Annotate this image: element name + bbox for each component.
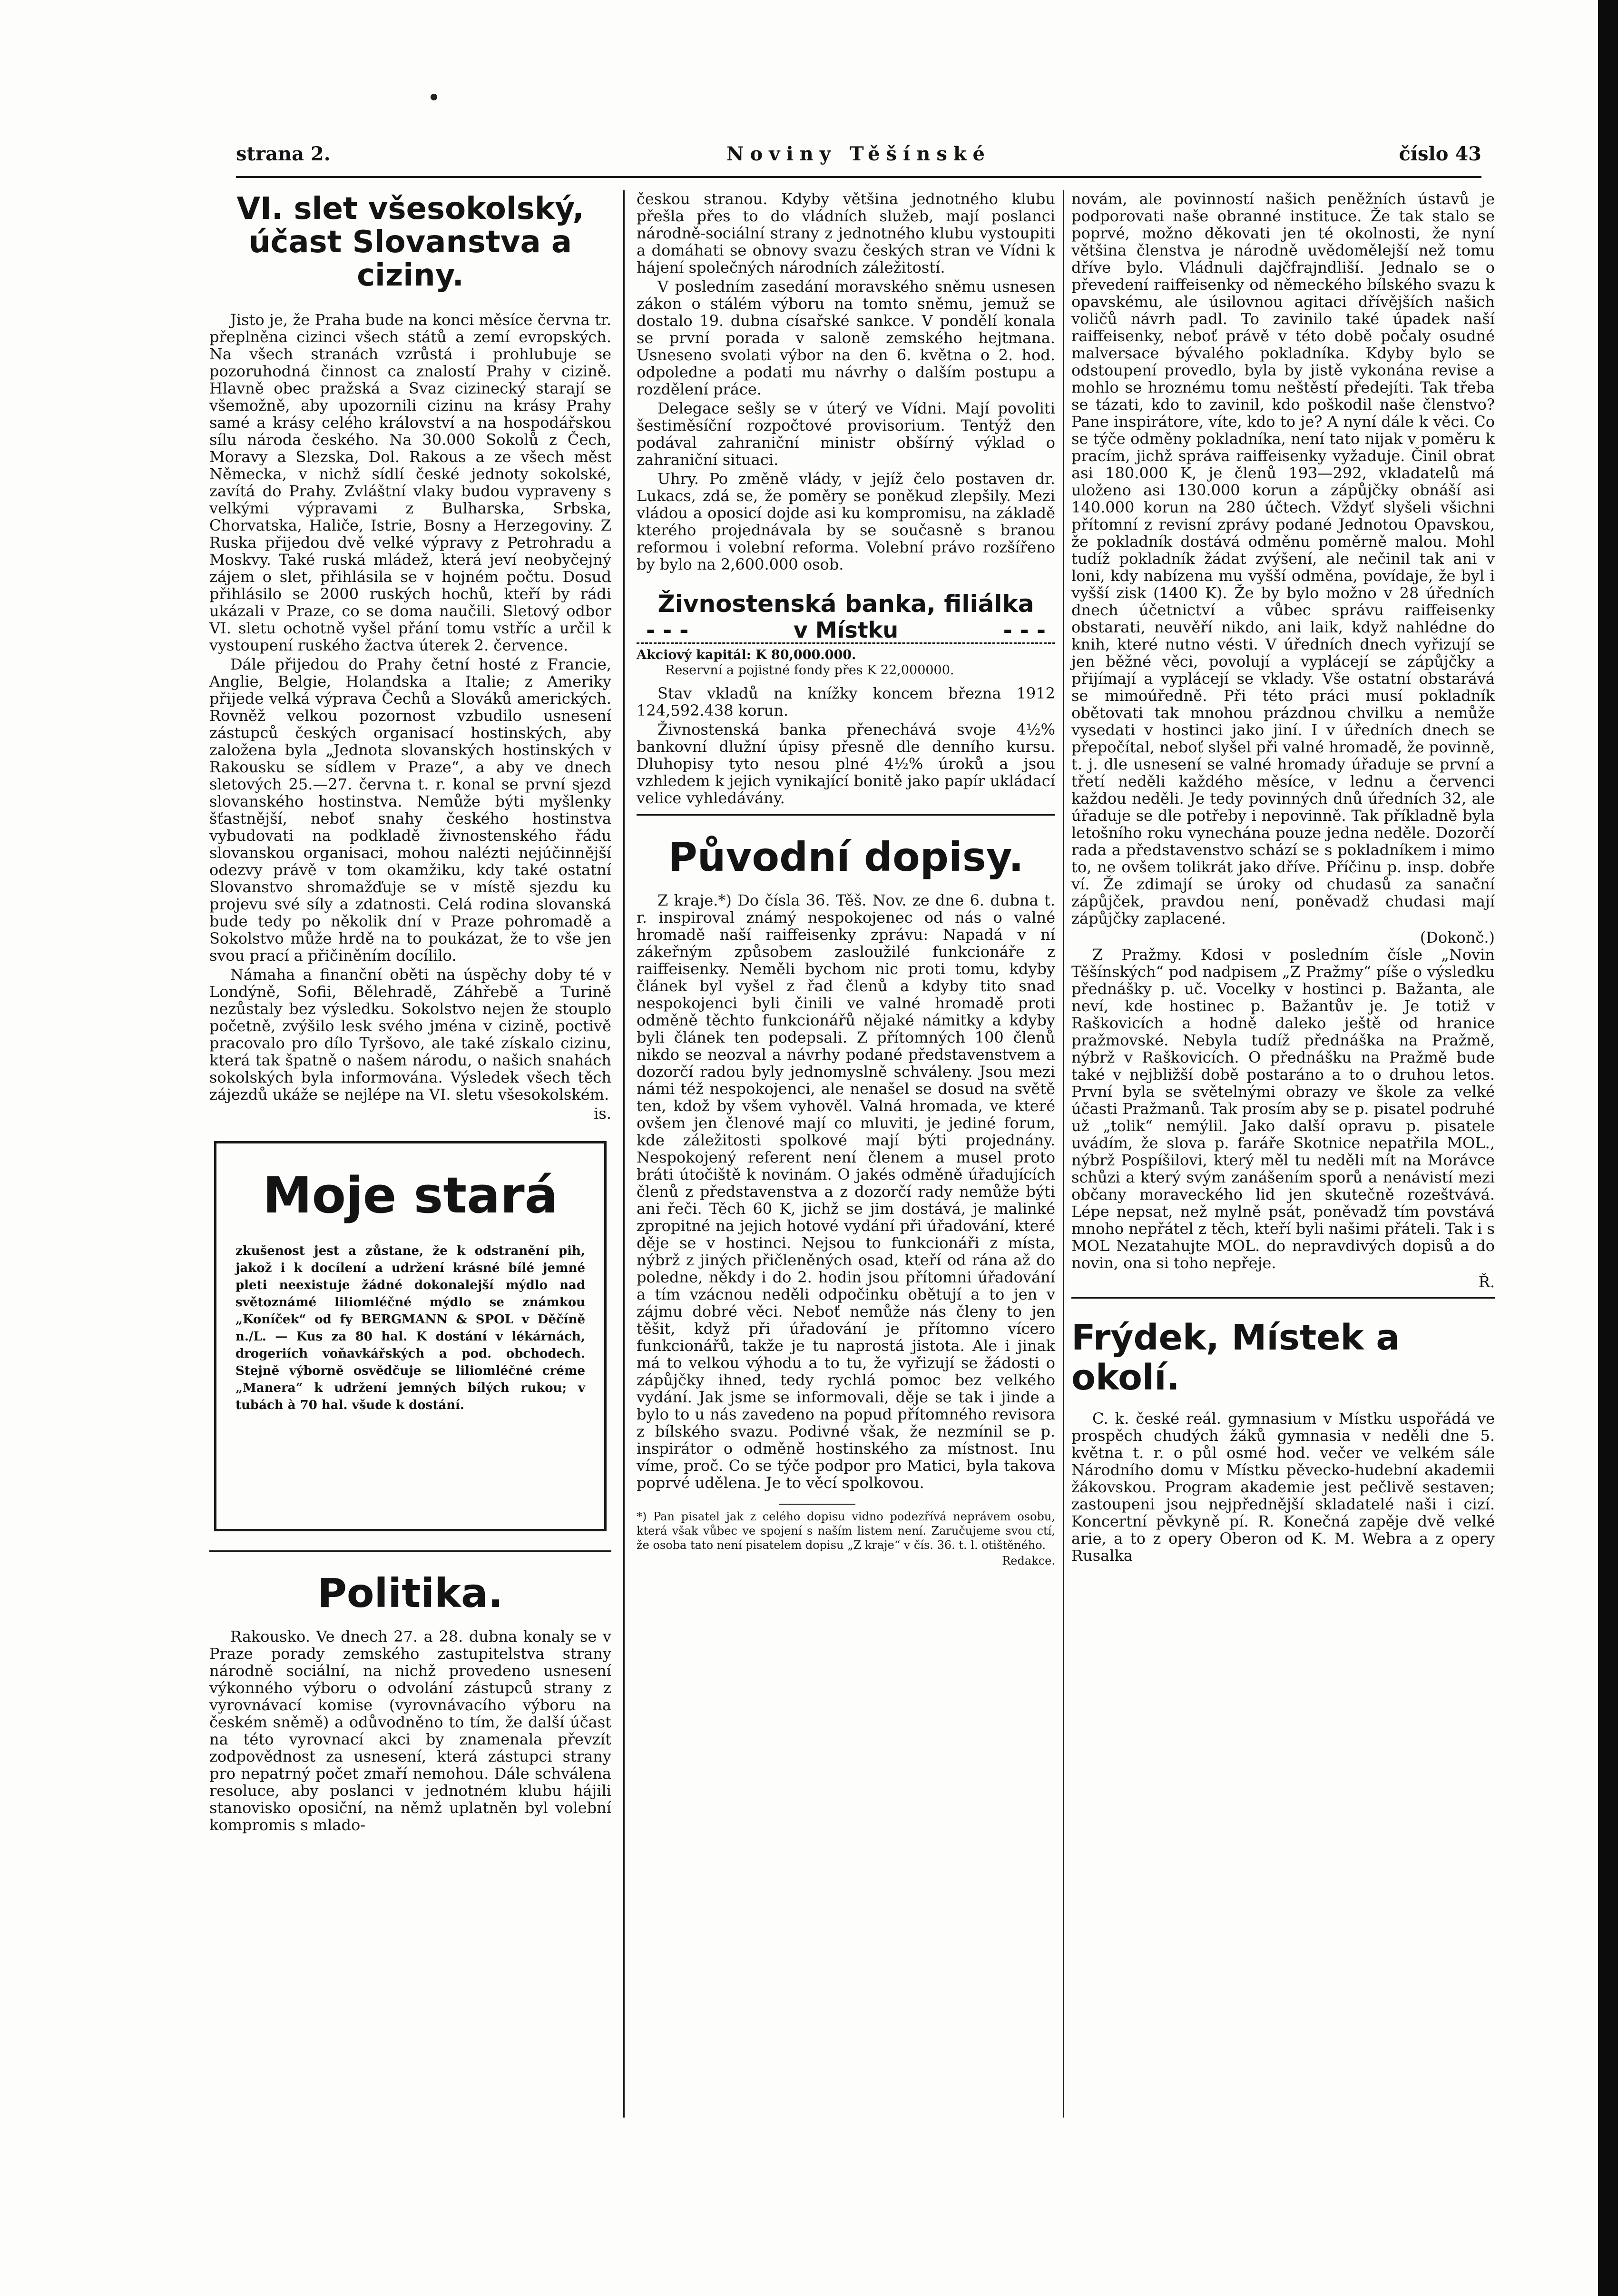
paragraph: Uhry. Po změně vlády, v jejíž čelo postaven dr. Lukacs, zdá se, že poměry se poněkud zlepšily. Mezi vládou a oposicí dojde asi ku kompromisu, na základě kterého projednávala by se současně s branou reformou i volební reforma. Volební právo rozšířeno by bylo na 2,600.000 osob. bbox=[637, 470, 1055, 573]
article-title: VI. slet všesokolský, účast Slovanstva a ciziny. bbox=[236, 191, 584, 293]
bank-location: v Místku bbox=[793, 617, 899, 643]
ornament-dashes: - - - bbox=[1003, 617, 1046, 643]
paragraph: Stav vkladů na knížky koncem března 1912 124,592.438 korun. bbox=[637, 684, 1055, 719]
bank-name: Živnostenská banka, filiálka bbox=[657, 590, 1034, 618]
column-rule bbox=[623, 190, 625, 2118]
ad-title: Moje stará bbox=[263, 1166, 558, 1224]
paragraph: Námaha a finanční oběti na úspěchy doby té v Londýně, Sofii, Bělehradě, Záhřebě a Turině nezůstaly bez výsledku. Sokolstvo nejen že stouplo početně, zvýšilo lesk svého jména v cizině, poctivě pracovalo pro dílo Tyršovo, ale také získalo cizinu, která tak špatně o našem národu, o našich snahách sokolských byla informována. Výsledek všech těch zájezdů ukáže se nejlépe na VI. sletu všesokolském. bbox=[209, 966, 611, 1104]
soap-advertisement bbox=[214, 1141, 607, 1531]
page-edge bbox=[1598, 0, 1618, 2296]
page-number: strana 2. bbox=[236, 143, 331, 165]
bank-capital: Akciový kapitál: K 80,000.000. bbox=[637, 648, 856, 662]
section-divider bbox=[637, 814, 1055, 816]
paragraph: V posledním zasedání moravského sněmu usnesen zákon o stálém výboru na tomto sněmu, jemuž se dostalo 19. dubna císařské sankce. V pondělí konala se první porada v saloně zemského hejtmana. Usneseno svolati výbor na den 6. května o 2. hod. odpoledne a podati mu návrhy o dalším postupu a rozdělení práce. bbox=[637, 277, 1055, 398]
issue-number: číslo 43 bbox=[1399, 143, 1481, 165]
footnote-rule bbox=[779, 1504, 855, 1505]
column-rule bbox=[1063, 190, 1064, 2118]
newspaper-name: Noviny Těšínské bbox=[726, 143, 991, 165]
footnote: *) Pan pisatel jak z celého dopisu vidno podezřívá neprávem osobu, která však vůbec ve spojení s naším listem není. Zaručujeme svou ctí, že osoba tato není pisatelem dopisu „Z kraje“ v čís. 36. t. l. otištěného. bbox=[637, 1510, 1055, 1552]
paragraph: Dále přijedou do Prahy četní hosté z Francie, Anglie, Belgie, Holandska a Italie; z Ameriky přijede velká výprava Čechů a Slováků amerických. Rovněž velkou pozornost vzbudilo usnesení zástupců českých organisací hostinských, aby založena byla „Jednota slovanských hostinských v Rakousku se sídlem v Praze“, a aby ve dnech sletových 25.—27. června t. r. konal se první sjezd slovanského hostinstva. Nemůže býti myšlenky šťastnější, neboť snahy českého hostinstva vybudovati na podkladě živnostenského řádu slovanskou organisaci, mohou nalézti nejúčinnější odezvy právě v tom okamžiku, kdy také ostatní Slovanstvo shromažďuje se v místě sjezdu ku projevu své síly a zdatnosti. Celá rodina slovanská bude tedy po několik dní v Praze pohromadě a Sokolstvo může hrdě na to poukázat, že to vše jen svou prací a přičiněním docílilo. bbox=[209, 655, 611, 965]
article-signature: Ř. bbox=[1478, 1273, 1495, 1291]
paragraph: Jisto je, že Praha bude na konci měsíce června tr. přeplněna cizinci všech států a zemí evropských. Na všech stranách vzrůstá i prohlubuje se pozoruhodná činnost ca znalostí Prahy v cizině. Hlavně obec pražská a Svaz cizinecký starají se všemožně, aby upozornili cizinu na krásy Prahy samé a krásy celého království a na hospodářskou sílu národa českého. Na 30.000 Sokolů z Čech, Moravy a Slezska, Dol. Rakous a ze všech měst Německa, v nichž sídlí české jednoty sokolské, zavítá do Prahy. Zvláštní vlaky budou vypraveny s velkými výpravami z Bulharska, Srbska, Chorvatska, Haliče, Istrie, Bosny a Herzegoviny. Z Ruska přijedou dvě velké výpravy z Petrohradu a Moskvy. Také ruská mládež, která jeví neobyčejný zájem o slet, přihlásila se v hojném počtu. Dosud přihlásilo se 2000 ruských hochů, kteří by rádi ukázali v Praze, co se doma naučili. Sletový odbor VI. sletu ochotně vyšel přání tomu vstříc a určil k vystoupení ruského žactva úterek 2. července. bbox=[209, 311, 611, 654]
paragraph: Rakousko. Ve dnech 27. a 28. dubna konaly se v Praze porady zemského zastupitelstva strany národně sociální, na nichž provedeno usnesení výkonného výboru o odvolání zástupců strany z vyrovnávací komise (vyrovnávacího výboru na českém sněmě) a odůvodněno to tím, že další účast na této vyrovnací akci by znamenala převzít zodpovědnost za usnesení, která zástupci strany pro nepatrný počet zmaří nemohou. Dále schválena resoluce, aby poslanci v jednotném klubu hájili stanovisko oposiční, na němž uplatněn byl volební kompromis s mlado- bbox=[209, 1627, 611, 1834]
paragraph: českou stranou. Kdyby většina jednotného klubu přešla přes to do vládních služeb, mají poslanci národně-sociální strany z jednotného klubu vystoupiti a domáhati se obnovy svazu českých stran ve Vídni k hájení společných národních záležitostí. bbox=[637, 190, 1055, 276]
page-header bbox=[236, 143, 1481, 171]
ad-text: zkušenost jest a zůstane, že k odstranění pih, jakož i k docílení a udržení krásné bílé jemné pleti neexistuje žádné dokonalejší mýdlo nad světoznámé liliomléčné mýdlo se známkou „Koníček“ od fy BERGMANN & SPOL v Děčíně n./L. — Kus za 80 hal. K dostání v lékárnách, drogeriích voňavkářských a pod. obchodech. Stejně výborně osvědčuje se liliomléčné créme „Manera“ k udržení jemných bílých rukou; v tubách à 70 hal. všude k dostání. bbox=[235, 1244, 585, 1412]
section-title-frydek: Frýdek, Místek a okolí. bbox=[1071, 1317, 1400, 1398]
paragraph: Živnostenská banka přenechává svoje 4½% bankovní dlužní úpisy přesně dle denního kursu. Dluhopisy tyto nesou plné 4½% úroků a jsou vzhledem k jejich vynikající bonitě jako papír ukládací velice vyhledávány. bbox=[637, 720, 1055, 807]
bank-advertisement bbox=[637, 590, 1055, 807]
section-title-politika: Politika. bbox=[317, 1570, 503, 1616]
column-3 bbox=[1071, 190, 1495, 1566]
paragraph: Z kraje.*) Do čísla 36. Těš. Nov. ze dne 6. dubna t. r. inspiroval známý nespokojenec od nás o valné hromadě naší raiffeisenky zprávu: Napadá v ní zákeřným způsobem zasloužilé funkcionáře z raiffeisenky. Neměli bychom nic proti tomu, kdyby článek byl vyšel z řad členů a kdyby tito snad nespokojenci byli činili ve valné hromadě proti odměně těchto funkcionářů nějaké námitky a kdyby byli článek ten podepsali. Z přítomných 100 členů nikdo se neozval a návrhy podané představenstvem a dozorčí radou byly jednomyslně schváleny. Jsou mezi námi též nespokojenci, ale nenašel se dosud na světě ten, kdož by všem vyhověl. Valná hromada, ve které ovšem jen členové mají co mluviti, je jediné forum, kde záležitosti spolkové mají býti projednány. Nespokojený referent není členem a musel proto bráti útočiště k novinám. O jakés odměně úřadujících členů z představenstva a z dozorčí rady nemůže býti ani řeči. Těch 60 K, jichž se jim dostává, je malinké zpropitné na jejich hotové vydání při úřadování, které děje se v hostinci. Nejsou to funkcionáři z místa, nýbrž z jiných přičleněných osad, kteří od rána až do poledne, někdy i do 2. hodin jsou přítomni úřadování a tím vzácnou neděli odpočinku obětují a to jen v zájmu dobré věci. Neboť nemůže nás členy to jen těšit, když při úřadování je přítomno vícero funkcionářů, takže je tu naprostá jistota. Ale i jinak má to velkou výhodu a to tu, že vyřizují se žádosti o zápůjčky ihned, tedy rychlá pomoc bez velkého vydání. Jak jsme se informovali, děje se tak i jinde a bylo to u nás zavedeno na popud přítomného revisora z bílského svazu. Podivné však, že nezmínil se p. inspirátor o odměně hostinského za místnost. Inu víme, proč. Co se týče podpor pro Matici, byla takova poprvé udělena. Je to věcí spolkovou. bbox=[637, 891, 1055, 1492]
column-2 bbox=[637, 190, 1055, 1569]
bank-reserves: Reservní a pojistné fondy přes K 22,000000. bbox=[665, 663, 954, 678]
bank-location-line bbox=[637, 618, 1055, 644]
paragraph: Delegace sešly se v úterý ve Vídni. Mají povoliti šestiměsíční rozpočtové provisorium. Tentýž den podával zahraniční ministr obšírný výklad o zahraniční situaci. bbox=[637, 399, 1055, 469]
column-1 bbox=[209, 190, 611, 1835]
ornament-dashes: - - - bbox=[646, 617, 689, 643]
article-signature: is. bbox=[594, 1104, 611, 1123]
paragraph: novám, ale povinností našich peněžních ústavů je podporovati naše obranné instituce. Že tak stalo se poprvé, možno děkovati jen té okolnosti, že nyní většina členstva je národně uvědomělejší než tomu dříve bylo. Vládnuli dajčfrajndliší. Jednalo se o převedení raiffeisenky od německého bílského svazu k opavskému, ale úsilovnou agitaci dřívějších našich voličů návrh padl. To zavinilo také úpadek naší raiffeisenky, neboť právě v této době počaly osudné malversace bývalého pokladníka. Kdyby bylo se odstoupení provedlo, byla by jistě vykonána revise a mohlo se hroznému tomu neštěstí předejíti. Tak třeba se tázati, kdo to zavinil, kdo poškodil naše členstvo? Pane inspirátore, víte, kdo to je? A nyní dále k věci. Co se týče odměny pokladníka, není tato nijak v poměru k pracím, jichž správa raiffeisenky vyžaduje. Činil obrat asi 180.000 K, je členů 193—292, vkladatelů má uloženo asi 130.000 korun a zápůjčky obnáší asi 140.000 korun na 280 účtech. Vždyť slyšeli všichni přítomní z revisní zprávy podané Jednotou Opavskou, že pokladník dostává odměnu poměrně malou. Mohl tudíž pokladník žádat zvýšení, ale nečinil tak ani v loni, kdy nabízena mu vyšší odměna, povídaje, že byl i vyšší zisk (1400 K). Že by bylo možno v 28 úředních dnech účetnictví a vůbec správu raiffeisenky obstarati, neuvěří nikdo, ani laik, když nahlédne do knih, které nutno vésti. V úředních dnech vyřizují se jen běžné věci, povolují a vyplácejí se zápůjčky a přijímají a vyplácejí se vklady. Vše ostatní obstarává se mimoúředně. Při této práci musí pokladník obětovati tak mnohou prázdnou chvilku a nemůže vysedati v hostinci jako jiní. I v úředních dnech se přepočítal, neboť slyšel při valné hromadě, že povinně, t. j. dle usnesení se valné hromady úřaduje se první a třetí neděli každého měsíce, v lednu a červenci každou neděli. Je tedy povinných dnů úředních 32, ale úřaduje se dle potřeby i nepovinně. Tak příkladně byla letošního roku vynechána pouze jedna neděle. Dozorčí rada a představenstvo schází se s pokladníkem i mimo to, ne ovšem tolikrát jako dříve. Příčinu p. insp. dobře ví. Že zdimají se úroky od chudasů za sanační zápůjček, pravdou není, poněvadž chudasi mají zápůjčky zaplacené. bbox=[1071, 190, 1495, 927]
continuation-note: (Dokonč.) bbox=[1420, 928, 1495, 946]
paragraph: Z Pražmy. Kdosi v posledním čísle „Novin Těšínských“ pod nadpisem „Z Pražmy“ píše o výsledku přednášky p. uč. Vocelky v hostinci p. Bažanta, ale neví, kde hostinec p. Bažantův je. Je totiž v Raškovicích a hodně daleko ještě od hranice pražmovské. Nebyla tudíž přednáška na Pražmě, nýbrž v Raškovicích. O přednášku na Pražmě bude také v nejbližší době postaráno a to o druhou letos. První byla se světelnými obrazy ve škole za velké účasti Pražmanů. Tak prosím aby se p. pisatel podruhé už „tolik“ nemýlil. Jako další opravu p. pisatele uvádím, že slova p. faráře Skotnice nepatřila MOL., nýbrž Pospíšilovi, který měl tu neděli mít na Morávce schůzi a který svým zanášením sporů a nenávistí mezi občany moraveckého lid jen skutečně rozeštvává. Lépe nepsat, než mylně psát, poněvadž tím povstává mnoho nepřátel z těch, kteří byli našimi přáteli. Tak i s MOL Nezatahujte MOL. do nepravdivých dopisů a do novin, ona si toho nepřeje. bbox=[1071, 946, 1495, 1272]
footnote-signature: Redakce. bbox=[1002, 1554, 1055, 1567]
section-divider bbox=[1071, 1297, 1495, 1299]
section-divider bbox=[209, 1550, 611, 1552]
paragraph: C. k. české reál. gymnasium v Místku uspořádá ve prospěch chudých žáků gymnasia v neděli dne 5. května t. r. o půl osmé hod. večer ve velkém sále Národního domu v Místku pěvecko-hudební akademii žákovskou. Program akademie jest pečlivě sestaven; zastoupeni jsou nejpřednější skladatelé naši i cizí. Koncertní pěvkyně pí. R. Konečná zapěje dvě velké arie, a to z opery Oberon od K. M. Webra a z opery Rusalka bbox=[1071, 1409, 1495, 1565]
header-rule bbox=[236, 176, 1481, 178]
section-title-dopisy: Původní dopisy. bbox=[668, 834, 1024, 880]
print-speck bbox=[431, 94, 437, 100]
